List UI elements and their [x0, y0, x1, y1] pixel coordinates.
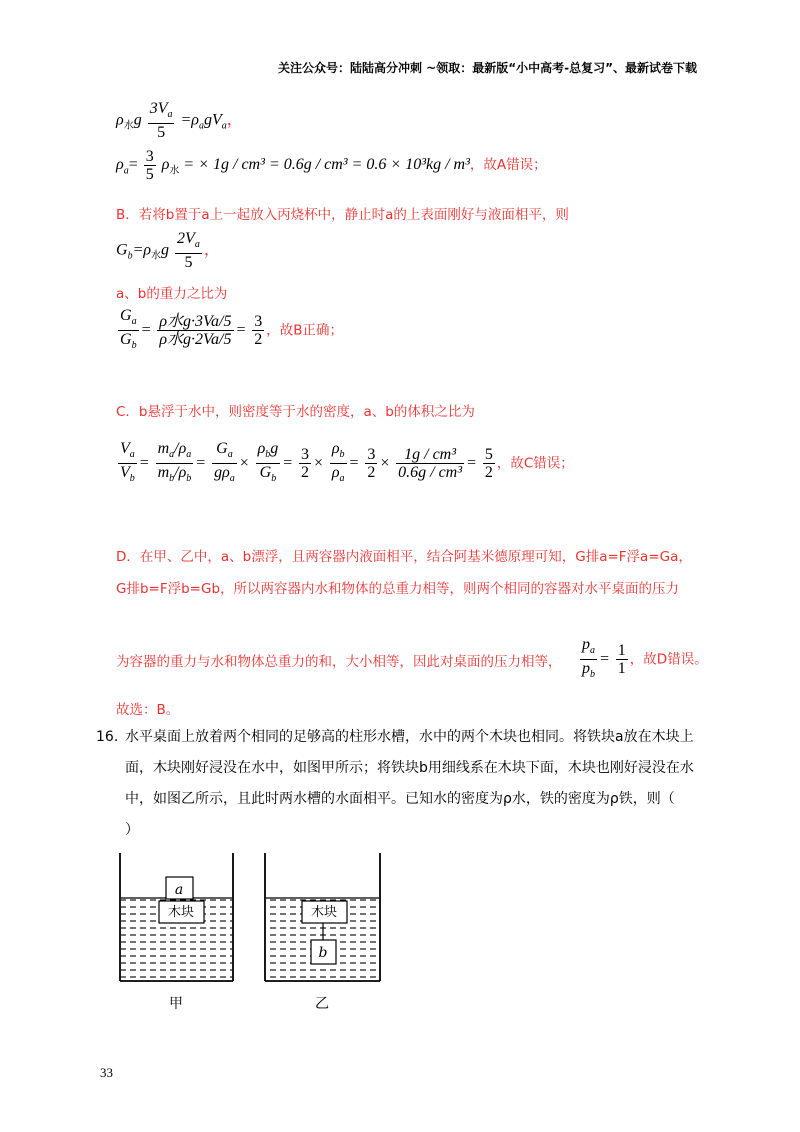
equation-2: $\rho_a=$ $\frac{3}{5}$ $\rho_水$ = × 1g / cm³ = 0.6g / cm³ = 0.6 × 10³kg / m³，故A错误； — [116, 148, 547, 183]
question-16-text: 水平桌面上放着两个相同的足够高的柱形水槽，水中的两个木块也相同。将铁块a放在木块上 面，木块刚好浸没在水中，如图甲所示；将铁块b用细线系在木块下面，木块也刚好浸没在水 中，如图乙所示，且此时两水槽的水面相平。已知水的密度为ρ水，铁的密度为ρ铁，则（ ） — [125, 729, 694, 838]
option-d-line-2: G排b=F浮b=Gb，所以两容器内水和物体的总重力相等，则两个相同的容器对水平桌面的压力 — [116, 581, 680, 597]
answer-text: 故选：B。 — [116, 702, 180, 718]
wood-label-yi: 木块 — [310, 905, 338, 920]
option-d-line-3: 为容器的重力与水和物体总重力的和，大小相等，因此对桌面的压力相等， — [116, 654, 562, 670]
equation-4: $\frac{G_a}{G_b}$ = $\frac{\text{ρ水g·3Va/5}}{\text{ρ水g·2Va/5}}$ = $\frac{3}{2}$ ，故B正确； — [120, 307, 344, 352]
page-header: 关注公众号：陆陆高分冲刺 ~领取：最新版“小中高考-总复习”、最新试卷下载 — [278, 61, 697, 75]
question-number: 16. — [96, 729, 119, 745]
equation-1: $\rho_水g$ $\frac{3V_a}{5}$ $=\rho_agV_a$， — [116, 100, 243, 142]
iron-a-label: a — [174, 882, 184, 898]
equation-6: $\frac{p_a}{p_b}$ = $\frac{1}{1}$ ，故D错误。 — [582, 636, 708, 681]
ratio-text: a、b的重力之比为 — [116, 286, 228, 302]
option-c-text: C．b悬浮于水中，则密度等于水的密度，a、b的体积之比为 — [116, 404, 475, 420]
tank-figure — [110, 848, 400, 1023]
option-b-text: B．若将b置于a上一起放入丙烧杯中，静止时a的上表面刚好与液面相平，则 — [116, 207, 569, 223]
option-d-line-1: D．在甲、乙中，a、b漂浮，且两容器内液面相平，结合阿基米德原理可知，G排a=F浮a=Ga， — [116, 549, 692, 565]
label-yi: 乙 — [315, 996, 329, 1012]
page-number: 33 — [100, 1065, 113, 1080]
wood-label-jia: 木块 — [167, 905, 195, 920]
label-jia: 甲 — [169, 996, 183, 1012]
iron-b-label: b — [318, 945, 328, 961]
equation-3: $G_b=\rho_水g$ $\frac{2V_a}{5}$ ， — [116, 230, 220, 272]
equation-5: $\frac{V_a}{V_b}$ = $\frac{m_a/\rho_a}{m_b/\rho_b}$ = $\frac{G_a}{g\rho_a}$ × $\frac{\rho_bg}{G_b}$ = $\frac{3}{2}$ × $\frac{\rho_b}{\rho_a}$ = $\frac{3}{2}$ × $\frac{\text{1g / cm³}}{\text{0.6g / cm³}}$ = $\frac{5}{2}$ ，故C错误； — [120, 440, 574, 485]
